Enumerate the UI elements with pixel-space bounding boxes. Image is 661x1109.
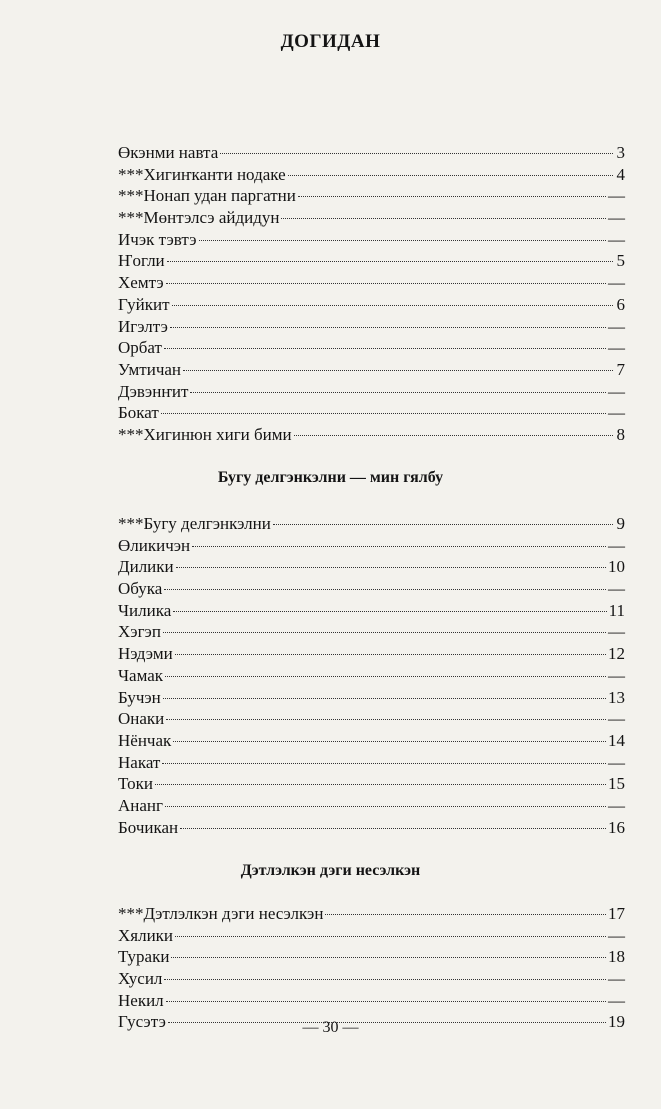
toc-entry-title: Хялики xyxy=(118,925,174,945)
toc-entry-page: 13 xyxy=(608,687,625,707)
toc-entry-page: — xyxy=(608,403,625,423)
toc-leader-dots xyxy=(163,632,606,633)
toc-entry xyxy=(118,556,625,578)
toc-entry-title: Токи xyxy=(118,774,153,794)
toc-entry xyxy=(118,925,625,947)
toc-entry-page: 5 xyxy=(616,251,625,271)
toc-leader-dots xyxy=(164,979,606,980)
toc-entry xyxy=(118,795,625,817)
toc-entry-title: Гуйкит xyxy=(118,294,170,314)
toc-entry-page: 7 xyxy=(616,359,625,379)
toc-leader-dots xyxy=(175,936,606,937)
toc-leader-dots xyxy=(164,589,606,590)
section-heading-detlelken: Дэтлэлкэн дэги несэлкэн xyxy=(240,862,421,879)
toc-entry-title: Гусэтэ xyxy=(118,1012,166,1032)
toc-entry-title: Обука xyxy=(118,579,163,599)
toc-leader-dots xyxy=(163,698,606,699)
toc-section-3 xyxy=(118,903,625,1033)
toc-entry xyxy=(118,578,625,600)
toc-entry-page: — xyxy=(608,381,625,401)
toc-entry-title: Некил xyxy=(118,990,164,1010)
toc-entry xyxy=(118,600,625,622)
toc-entry-title: Онаки xyxy=(118,709,165,729)
toc-entry xyxy=(118,294,625,316)
toc-section-2 xyxy=(118,513,625,838)
toc-entry-page: — xyxy=(608,579,625,599)
toc-leader-dots xyxy=(162,763,606,764)
toc-leader-dots xyxy=(325,914,606,915)
toc-entry xyxy=(118,229,625,251)
toc-entry-page: 4 xyxy=(616,164,625,184)
toc-entry-title: Бучэн xyxy=(118,687,161,707)
toc-entry-title: Хусил xyxy=(118,969,163,989)
toc-entry-title: ***Дэтлэлкэн дэги несэлкэн xyxy=(118,904,324,923)
toc-entry xyxy=(118,730,625,752)
toc-leader-dots xyxy=(220,153,613,154)
toc-leader-dots xyxy=(175,654,606,655)
toc-entry-page: 19 xyxy=(608,1012,625,1032)
toc-entry xyxy=(118,164,625,186)
toc-entry-page: 6 xyxy=(616,294,625,314)
toc-entry-title: Накат xyxy=(118,752,161,772)
toc-entry xyxy=(118,250,625,272)
toc-leader-dots xyxy=(173,741,606,742)
toc-entry-page: — xyxy=(608,709,625,729)
toc-entry-title: Бокат xyxy=(118,403,159,423)
toc-entry-title: Бочикан xyxy=(118,817,179,837)
toc-entry xyxy=(118,513,625,535)
toc-entry-page: 8 xyxy=(616,424,625,444)
toc-leader-dots xyxy=(199,240,606,241)
toc-entry xyxy=(118,535,625,557)
toc-entry xyxy=(118,773,625,795)
toc-entry-title: Орбат xyxy=(118,338,162,358)
toc-entry-page: — xyxy=(608,273,625,293)
toc-entry-title: Нёнчак xyxy=(118,730,172,750)
toc-entry-page: 18 xyxy=(608,947,625,967)
toc-entry xyxy=(118,272,625,294)
toc-entry-title: Ананг xyxy=(118,795,163,815)
toc-entry-page: — xyxy=(608,990,625,1010)
toc-leader-dots xyxy=(166,719,606,720)
toc-leader-dots xyxy=(273,524,613,525)
toc-entry-page: 14 xyxy=(608,730,625,750)
toc-entry-title: Ҥогли xyxy=(118,251,165,271)
toc-entry xyxy=(118,968,625,990)
toc-entry-page: — xyxy=(608,752,625,772)
toc-entry-page: — xyxy=(608,316,625,336)
toc-entry-title: Игэлтэ xyxy=(118,316,168,336)
toc-entry-page: — xyxy=(608,925,625,945)
toc-entry xyxy=(118,903,625,925)
toc-entry-title: Нэдэми xyxy=(118,644,173,664)
toc-section-1 xyxy=(118,142,625,446)
toc-entry xyxy=(118,142,625,164)
toc-entry xyxy=(118,337,625,359)
toc-leader-dots xyxy=(288,175,613,176)
toc-leader-dots xyxy=(166,283,606,284)
section-heading-bugu: Бугу делгэнкэлни — мин гялбу xyxy=(217,469,444,486)
toc-entry-title: Өкэнми навта xyxy=(118,143,219,162)
toc-entry-title: Хэгэп xyxy=(118,622,161,642)
toc-leader-dots xyxy=(173,611,606,612)
toc-entry xyxy=(118,402,625,424)
toc-entry-title: Дилики xyxy=(118,557,174,577)
toc-entry-page: — xyxy=(608,665,625,685)
toc-leader-dots xyxy=(171,957,606,958)
toc-entry-page: — xyxy=(608,535,625,555)
page-number: — 30 — xyxy=(302,1019,359,1036)
toc-entry-page: 15 xyxy=(608,774,625,794)
toc-leader-dots xyxy=(180,828,606,829)
toc-entry-page: — xyxy=(608,795,625,815)
toc-entry-title: Ичэк тэвтэ xyxy=(118,229,197,249)
toc-entry-title: ***Бугу делгэнкэлни xyxy=(118,514,271,533)
toc-entry xyxy=(118,185,625,207)
toc-entry xyxy=(118,621,625,643)
toc-entry xyxy=(118,817,625,839)
toc-leader-dots xyxy=(190,392,606,393)
toc-leader-dots xyxy=(183,370,613,371)
page-title: ДОГИДАН xyxy=(280,31,381,52)
toc-entry-title: Дэвэнҥит xyxy=(118,381,189,401)
toc-entry-title: ***Нонап удан паргатни xyxy=(118,186,296,206)
toc-entry xyxy=(118,643,625,665)
toc-entry-page: — xyxy=(608,229,625,249)
toc-entry-page: 9 xyxy=(616,514,625,533)
toc-leader-dots xyxy=(165,676,606,677)
toc-entry xyxy=(118,424,625,446)
toc-leader-dots xyxy=(281,218,606,219)
toc-entry-page: 3 xyxy=(616,143,625,162)
toc-entry xyxy=(118,990,625,1012)
toc-leader-dots xyxy=(176,567,606,568)
toc-entry-title: Өликичэн xyxy=(118,535,191,555)
toc-leader-dots xyxy=(166,1001,606,1002)
toc-entry-page: 12 xyxy=(608,644,625,664)
toc-entry xyxy=(118,708,625,730)
toc-entry-page: — xyxy=(608,969,625,989)
toc-leader-dots xyxy=(294,435,613,436)
toc-entry xyxy=(118,359,625,381)
toc-leader-dots xyxy=(164,348,606,349)
toc-entry-page: — xyxy=(608,338,625,358)
toc-entry-page: 11 xyxy=(608,600,625,620)
toc-entry-title: Тураки xyxy=(118,947,170,967)
toc-entry-page: 17 xyxy=(608,904,625,923)
toc-leader-dots xyxy=(155,784,606,785)
toc-entry-page: 10 xyxy=(608,557,625,577)
toc-entry-page: 16 xyxy=(608,817,625,837)
toc-entry xyxy=(118,207,625,229)
toc-entry xyxy=(118,316,625,338)
toc-leader-dots xyxy=(167,261,613,262)
toc-entry-title: ***Хигинюн хиги бими xyxy=(118,424,292,444)
toc-entry-page: — xyxy=(608,186,625,206)
toc-entry-page: — xyxy=(608,208,625,228)
toc-leader-dots xyxy=(298,196,606,197)
toc-leader-dots xyxy=(192,546,606,547)
toc-entry-title: Умтичан xyxy=(118,359,182,379)
toc-entry-title: Хемтэ xyxy=(118,273,164,293)
toc-entry xyxy=(118,665,625,687)
toc-entry xyxy=(118,381,625,403)
toc-entry-title: Чилика xyxy=(118,600,172,620)
toc-entry xyxy=(118,946,625,968)
toc-entry-title: Чамак xyxy=(118,665,164,685)
toc-leader-dots xyxy=(172,305,613,306)
toc-entry xyxy=(118,687,625,709)
toc-leader-dots xyxy=(161,413,606,414)
toc-entry-title: ***Хигиҥканти нодаке xyxy=(118,164,286,184)
toc-entry xyxy=(118,752,625,774)
toc-entry-page: — xyxy=(608,622,625,642)
toc-leader-dots xyxy=(170,327,606,328)
toc-entry-title: ***Мөнтэлсэ айдидун xyxy=(118,208,280,228)
toc-leader-dots xyxy=(165,806,606,807)
